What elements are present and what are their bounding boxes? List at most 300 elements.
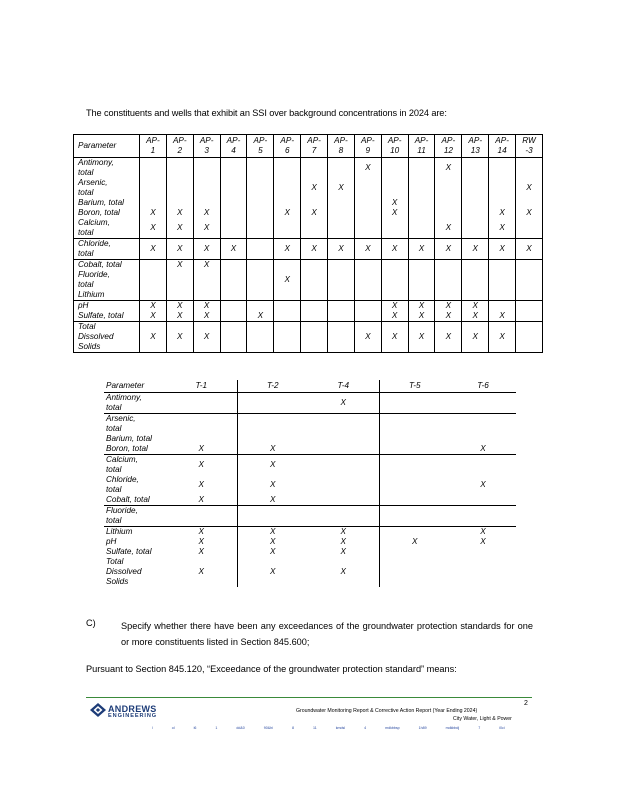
table1-param-label: Chloride, total (74, 239, 140, 260)
table2-cell: X (237, 495, 308, 506)
table1-cell (247, 322, 274, 353)
table1-cell (301, 290, 328, 301)
table1-cell: X (166, 311, 193, 322)
page-number: 2 (524, 700, 528, 707)
table1-param-label: Cobalt, total (74, 260, 140, 271)
table1-cell (489, 158, 516, 179)
table1-cell (328, 322, 355, 353)
table1-cell: X (408, 322, 435, 353)
table2-param-label: Boron, total (104, 444, 166, 455)
table1-cell: X (462, 301, 489, 312)
table1-cell: X (220, 239, 247, 260)
table1-cell (408, 218, 435, 239)
table2-cell (237, 434, 308, 444)
table2-param-label: Arsenic, total (106, 414, 136, 433)
table1-row (74, 218, 543, 239)
table1-cell: X (274, 208, 301, 218)
table1-cell (408, 158, 435, 179)
table1-cell: X (435, 322, 462, 353)
table1-cell (220, 208, 247, 218)
table1-header-well: RW -3 (516, 135, 543, 158)
table1-cell (193, 178, 220, 198)
table2-cell (166, 393, 237, 414)
table1-cell (462, 260, 489, 271)
table1-cell: X (274, 270, 301, 290)
client-name: City Water, Light & Power (453, 716, 512, 722)
table2-cell (379, 547, 450, 557)
table1-cell (274, 158, 301, 179)
table1-cell: X (328, 178, 355, 198)
table2-cell: X (198, 547, 204, 556)
table1-cell: X (193, 208, 220, 218)
table2-row (104, 557, 516, 587)
table1-cell (274, 301, 301, 312)
table2-param-label: Fluoride, total (104, 506, 166, 527)
table2-cell (450, 495, 516, 506)
table1-cell: X (354, 239, 381, 260)
table1-cell (193, 198, 220, 208)
table2-header-well: T-4 (308, 380, 379, 393)
table1-cell: X (140, 239, 167, 260)
table2-cell (166, 434, 237, 444)
table1-cell (193, 270, 220, 290)
table1-cell: X (301, 239, 328, 260)
table1-header-well: AP- 14 (489, 135, 516, 158)
table1-cell (166, 158, 193, 179)
table1-cell: X (166, 239, 193, 260)
table1-cell (328, 208, 355, 218)
table1-cell (220, 290, 247, 301)
table1-cell: X (435, 158, 462, 179)
table2-cell (379, 455, 450, 476)
table1-param-label: Fluoride, total (74, 270, 140, 290)
table1-cell (516, 270, 543, 290)
table1-cell: X (274, 239, 301, 260)
table1-cell (354, 290, 381, 301)
table2-cell (379, 434, 450, 444)
table1-cell (516, 218, 543, 239)
table2-cell (379, 475, 450, 495)
table1-cell (516, 322, 543, 353)
table1-header-well: AP- 9 (354, 135, 381, 158)
table1-cell (462, 290, 489, 301)
table1-cell (408, 208, 435, 218)
table1-cell: X (408, 239, 435, 260)
table1-cell (328, 270, 355, 290)
table1-header-well: AP- 4 (220, 135, 247, 158)
table1-cell (247, 260, 274, 271)
table1-cell (220, 301, 247, 312)
table1-cell (328, 290, 355, 301)
table1-cell (274, 322, 301, 353)
table1-cell (140, 290, 167, 301)
table2-cell: X (450, 444, 516, 455)
table1-row (74, 290, 543, 301)
table1-row (74, 198, 543, 208)
table2-cell: X (198, 460, 204, 469)
table1-cell: X (408, 301, 435, 312)
table1-header-well: AP- 5 (247, 135, 274, 158)
table1-cell: X (193, 260, 220, 271)
table2-header-well: T-5 (379, 380, 450, 393)
table1-cell: X (435, 218, 462, 239)
table1-cell (301, 218, 328, 239)
table2-row (104, 475, 516, 495)
table1-cell (516, 198, 543, 208)
table2-row (104, 393, 516, 414)
table1-cell (516, 260, 543, 271)
table2-cell: X (198, 480, 204, 489)
table1-cell (247, 178, 274, 198)
table1-cell (516, 311, 543, 322)
table2-param-label: Lithium (106, 527, 133, 536)
table1-cell: X (140, 218, 167, 239)
table1-header-well: AP- 12 (435, 135, 462, 158)
table1-cell: X (193, 301, 220, 312)
table2-row (104, 547, 516, 557)
table1-cell: X (462, 311, 489, 322)
table1-cell (220, 158, 247, 179)
table1-cell (247, 239, 274, 260)
table1-cell (247, 158, 274, 179)
table1-param-label: Arsenic, total (74, 178, 140, 198)
table1-cell (489, 270, 516, 290)
table1-cell (354, 260, 381, 271)
table2-row (104, 414, 516, 435)
table2-cell: X (237, 444, 308, 455)
table1-cell: X (140, 208, 167, 218)
table2-cell (237, 414, 308, 435)
table2-cell: X (340, 567, 346, 576)
table2-cell (237, 393, 308, 414)
table2-cell: X (480, 537, 486, 546)
table1-cell (435, 270, 462, 290)
table1-header-well: AP- 6 (274, 135, 301, 158)
table2-cell (450, 506, 516, 527)
table1-param-label: Antimony, total (74, 158, 140, 179)
table1-cell (381, 290, 408, 301)
table2-cell: X (166, 495, 237, 506)
table1-cell (408, 260, 435, 271)
table1-cell: X (381, 239, 408, 260)
table1-cell (328, 311, 355, 322)
table1-row (74, 322, 543, 353)
table1-cell (381, 218, 408, 239)
table1-cell (274, 290, 301, 301)
table1-header-well: AP- 8 (328, 135, 355, 158)
table1-cell (408, 198, 435, 208)
table1-cell: X (381, 208, 408, 218)
table2-row (104, 444, 516, 455)
table1-cell (166, 290, 193, 301)
table1-cell (408, 178, 435, 198)
table1-cell (274, 178, 301, 198)
table1-cell: X (489, 311, 516, 322)
table2-cell: X (198, 567, 204, 576)
table1-cell (354, 311, 381, 322)
table2-param-label: pH (106, 537, 117, 546)
table1-cell: X (193, 239, 220, 260)
table1-cell (166, 270, 193, 290)
table1-param-label: Lithium (74, 290, 140, 301)
table2-param-label: Total Dissolved Solids (106, 557, 142, 586)
table1-cell: X (435, 311, 462, 322)
table2-cell (379, 495, 450, 506)
footer-fine-print: l ol i6 1 dd&0 90&hi 8 11 kmdsl 4 mdkbbsp 1h89 mdkbbdj 7 i0ci (152, 726, 505, 730)
table1-cell: X (354, 322, 381, 353)
table1-param-label: Calcium, total (74, 218, 140, 239)
table1-cell (354, 218, 381, 239)
table1-cell (435, 208, 462, 218)
table1-cell: X (193, 322, 220, 353)
table1-cell: X (140, 301, 167, 312)
table1-cell (354, 198, 381, 208)
logo-name: ANDREWS (108, 704, 157, 714)
table2-cell: X (237, 537, 308, 547)
table1-cell: X (193, 218, 220, 239)
table1-cell (274, 218, 301, 239)
table1-cell (220, 218, 247, 239)
table2-cell: X (308, 393, 379, 414)
table1-param-label: Total Dissolved Solids (74, 322, 140, 353)
table1-cell: X (166, 208, 193, 218)
table1-cell (274, 198, 301, 208)
table1-row (74, 239, 543, 260)
table1-cell (274, 311, 301, 322)
table1-cell (140, 178, 167, 198)
table1-cell: X (193, 311, 220, 322)
table1-cell: X (166, 218, 193, 239)
table2-row (104, 506, 516, 527)
table1-cell (354, 301, 381, 312)
table2-cell (308, 506, 379, 527)
table1-cell (328, 158, 355, 179)
table1-cell: X (516, 208, 543, 218)
table1-header-well: AP- 13 (462, 135, 489, 158)
table2-param-label: Cobalt, total (104, 495, 166, 506)
table1-cell: X (489, 322, 516, 353)
table1-cell (462, 158, 489, 179)
table1-header-well: AP- 7 (301, 135, 328, 158)
table1-cell (301, 311, 328, 322)
table1-cell (462, 270, 489, 290)
table2-cell (166, 414, 237, 435)
table1-cell: X (435, 301, 462, 312)
table2-cell (308, 414, 379, 435)
table2-cell (450, 434, 516, 444)
table2-cell: X (237, 527, 308, 538)
table1-cell: X (354, 158, 381, 179)
table1-param-label: Barium, total (74, 198, 140, 208)
intro-sentence: The constituents and wells that exhibit an SSI over background concentrations in 2024 are: (86, 108, 447, 118)
table1-row (74, 208, 543, 218)
table1-cell (247, 198, 274, 208)
table1-cell (516, 301, 543, 312)
table1-header-well: AP- 2 (166, 135, 193, 158)
table1-cell (354, 270, 381, 290)
table1-cell: X (140, 322, 167, 353)
table2-cell: X (237, 475, 308, 495)
table1-cell (408, 290, 435, 301)
table1-cell: X (381, 198, 408, 208)
table1-cell (140, 198, 167, 208)
table2-cell (308, 495, 379, 506)
table1-cell: X (301, 178, 328, 198)
table1-cell (193, 158, 220, 179)
table2-cell: X (379, 537, 450, 547)
table1-cell (301, 301, 328, 312)
table1-cell (247, 208, 274, 218)
table2-cell: X (340, 547, 346, 556)
table1-cell (301, 260, 328, 271)
table1-cell (140, 260, 167, 271)
table1-cell: X (166, 260, 193, 271)
table1-cell (435, 178, 462, 198)
table2-row (104, 537, 516, 547)
table1-cell: X (328, 239, 355, 260)
table1-cell (247, 290, 274, 301)
table2-header-well: T-1 (166, 380, 237, 393)
table2-cell: X (237, 547, 308, 557)
table1-cell: X (381, 311, 408, 322)
table2-cell (379, 414, 450, 435)
table1-cell: X (489, 239, 516, 260)
andrews-logo-icon (90, 703, 106, 717)
table1-cell (301, 270, 328, 290)
table1-cell (462, 178, 489, 198)
table1-cell (247, 270, 274, 290)
table1-cell (489, 290, 516, 301)
table1-row (74, 178, 543, 198)
table1-param-label: Boron, total (74, 208, 140, 218)
table2-cell (166, 506, 237, 527)
report-title: Groundwater Monitoring Report & Corrective Action Report (Year Ending 2024) (296, 708, 478, 714)
table1-cell (462, 198, 489, 208)
table1-cell: X (435, 239, 462, 260)
table1-cell: X (381, 322, 408, 353)
table2-cell (450, 414, 516, 435)
table1-cell (354, 208, 381, 218)
table1-cell (220, 260, 247, 271)
table2-cell (450, 547, 516, 557)
table2-cell (379, 444, 450, 455)
table2-cell (237, 506, 308, 527)
table1-cell: X (408, 311, 435, 322)
table1-cell: X (247, 311, 274, 322)
table1-header-well: AP- 11 (408, 135, 435, 158)
table1-row (74, 260, 543, 271)
table1-cell (381, 178, 408, 198)
table2-row (104, 527, 516, 538)
table1-cell (301, 322, 328, 353)
table1-cell (381, 270, 408, 290)
table2-row (104, 495, 516, 506)
table2-param-label: Antimony, total (104, 393, 166, 414)
table1-cell (354, 178, 381, 198)
table2-cell (308, 444, 379, 455)
table2-cell: X (166, 444, 237, 455)
table2-cell (308, 455, 379, 476)
table2-param-label: Barium, total (106, 434, 152, 443)
table1-cell (489, 260, 516, 271)
table2-cell: X (237, 455, 308, 476)
table2-cell (308, 434, 379, 444)
table2-cell (379, 557, 450, 587)
table1-cell: X (381, 301, 408, 312)
table1-cell: X (516, 239, 543, 260)
table2-row (104, 434, 516, 444)
table1-row (74, 311, 543, 322)
table2-cell (379, 527, 450, 538)
table2-cell: X (480, 527, 486, 536)
table1-cell (408, 270, 435, 290)
table2-param-label: Chloride, total (106, 475, 139, 494)
pursuant-sentence: Pursuant to Section 845.120, “Exceedance of the groundwater protection standard” means: (86, 664, 457, 674)
table1-cell (140, 158, 167, 179)
table1-cell (489, 301, 516, 312)
table2-header-parameter: Parameter (104, 380, 166, 393)
footer-rule (86, 697, 532, 698)
table2-cell (450, 455, 516, 476)
table1-cell (462, 208, 489, 218)
table1-cell: X (166, 301, 193, 312)
table1-header-well: AP- 1 (140, 135, 167, 158)
table2-header-well: T-6 (450, 380, 516, 393)
table2-cell (379, 393, 450, 414)
table1-cell (220, 322, 247, 353)
table2-cell: X (340, 537, 346, 546)
table1-cell (301, 158, 328, 179)
table1-cell (328, 218, 355, 239)
table2-cell: X (198, 527, 204, 536)
table2-param-label: Calcium, total (106, 455, 138, 474)
table2-param-label: Sulfate, total (106, 547, 152, 556)
table1-cell (381, 260, 408, 271)
table2-row (104, 455, 516, 476)
table1-cell (301, 198, 328, 208)
table1-row (74, 158, 543, 179)
table1-cell (328, 198, 355, 208)
table1-cell (489, 198, 516, 208)
table1-cell (489, 178, 516, 198)
logo-subtitle: ENGINEERING (108, 713, 158, 719)
table1-header-well: AP- 3 (193, 135, 220, 158)
table1-cell (140, 270, 167, 290)
table1-cell (166, 178, 193, 198)
table1-cell (247, 218, 274, 239)
table1-cell (435, 290, 462, 301)
table2-cell: X (198, 537, 204, 546)
table1-cell (516, 158, 543, 179)
table1-cell (247, 301, 274, 312)
table1-cell (435, 260, 462, 271)
table1-cell (220, 311, 247, 322)
table2-cell (450, 557, 516, 587)
ap-wells-ssi-table (73, 134, 543, 353)
table1-cell (166, 198, 193, 208)
table1-cell (220, 198, 247, 208)
table1-param-label: Sulfate, total (74, 311, 140, 322)
table1-cell (381, 158, 408, 179)
item-c-text: Specify whether there have been any exceedances of the groundwater protection standards for one or more constituents listed in Section 845.600; (121, 621, 533, 647)
table1-cell (220, 270, 247, 290)
table1-cell (220, 178, 247, 198)
t-wells-ssi-table (104, 380, 516, 587)
table2-cell: X (480, 480, 486, 489)
table1-cell: X (516, 178, 543, 198)
table2-cell (308, 475, 379, 495)
table1-cell (193, 290, 220, 301)
